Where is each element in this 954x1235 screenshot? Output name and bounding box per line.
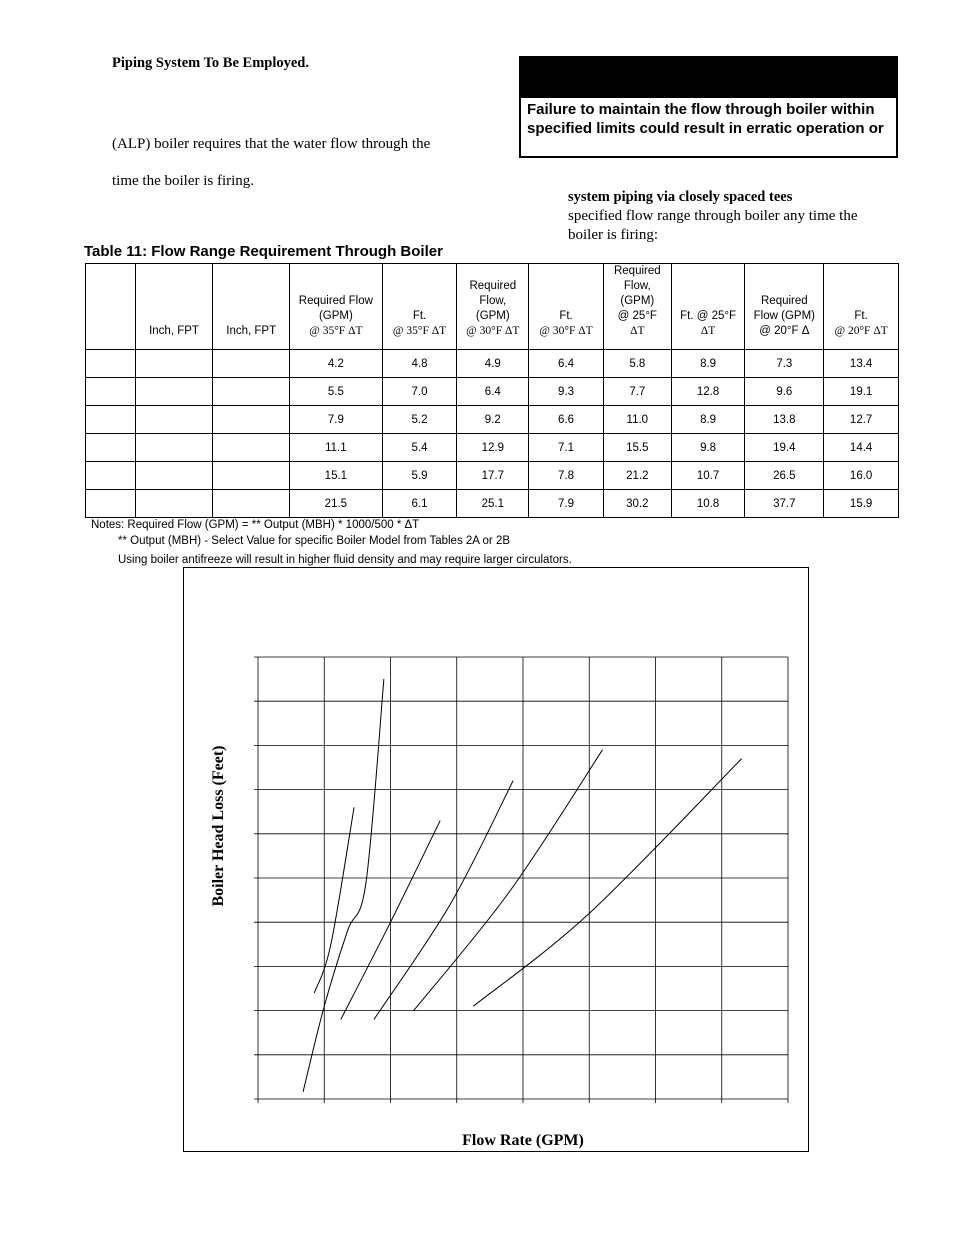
- table-cell: 5.8: [603, 350, 671, 378]
- table-header-row: [86, 264, 899, 350]
- table-cell: 15.1: [290, 462, 383, 490]
- body-text-line: (ALP) boiler requires that the water flow through the: [112, 136, 431, 152]
- table-cell: 6.6: [529, 406, 604, 434]
- table-row: [86, 406, 899, 434]
- table-row: [86, 350, 899, 378]
- table-cell: 6.1: [382, 490, 457, 518]
- table-cell: [86, 462, 136, 490]
- table-cell: 25.1: [457, 490, 529, 518]
- table-cell: 7.0: [382, 378, 457, 406]
- table-cell: 13.8: [745, 406, 824, 434]
- table-cell: [213, 490, 290, 518]
- table-note: Notes: Required Flow (GPM) = ** Output (MBH) * 1000/500 * ΔT: [91, 519, 420, 531]
- table-cell: 8.9: [671, 406, 745, 434]
- table-cell: 8.9: [671, 350, 745, 378]
- table-cell: 7.3: [745, 350, 824, 378]
- table-cell: 11.0: [603, 406, 671, 434]
- table-cell: 10.8: [671, 490, 745, 518]
- header-cell: Required Flow, (GPM) @ 25°F ΔT: [603, 264, 671, 350]
- table-cell: 26.5: [745, 462, 824, 490]
- header-cell: [86, 264, 136, 350]
- header-cell: Ft. @ 35°F ΔT: [382, 264, 457, 350]
- table-cell: [135, 378, 213, 406]
- table-row: [86, 490, 899, 518]
- table-cell: 9.6: [745, 378, 824, 406]
- table-cell: 7.9: [290, 406, 383, 434]
- header-cell: Ft. @ 20°F ΔT: [824, 264, 899, 350]
- header-cell: Required Flow (GPM) @ 35°F ΔT: [290, 264, 383, 350]
- table-body: [86, 350, 899, 518]
- warning-text: [527, 100, 892, 138]
- header-cell: Inch, FPT: [135, 264, 213, 350]
- table-cell: [86, 434, 136, 462]
- table-cell: 12.7: [824, 406, 899, 434]
- table-cell: 14.4: [824, 434, 899, 462]
- warning-box: [519, 56, 898, 158]
- table-cell: 5.4: [382, 434, 457, 462]
- body-text-line: time the boiler is firing.: [112, 173, 255, 189]
- table-cell: 7.9: [529, 490, 604, 518]
- table-cell: 12.8: [671, 378, 745, 406]
- body-text-bold: system piping via closely spaced tees: [568, 189, 793, 205]
- table-cell: 15.9: [824, 490, 899, 518]
- head-loss-curve: [374, 781, 513, 1020]
- table-cell: [213, 406, 290, 434]
- table-cell: [213, 378, 290, 406]
- table-cell: [86, 406, 136, 434]
- warning-header-bar: [521, 58, 896, 98]
- head-loss-curve: [473, 759, 741, 1007]
- header-cell: Ft. @ 25°F ΔT: [671, 264, 745, 350]
- body-text-line: specified flow range through boiler any time the: [568, 208, 858, 224]
- table-note: ** Output (MBH) - Select Value for specific Boiler Model from Tables 2A or 2B: [118, 535, 511, 547]
- table-cell: 9.8: [671, 434, 745, 462]
- table-cell: 21.2: [603, 462, 671, 490]
- header-cell: Required Flow, (GPM) @ 30°F ΔT: [457, 264, 529, 350]
- head-loss-curve: [314, 807, 354, 993]
- table-cell: [213, 350, 290, 378]
- table-cell: 6.4: [529, 350, 604, 378]
- header-cell: Ft. @ 30°F ΔT: [529, 264, 604, 350]
- header-cell: Inch, FPT: [213, 264, 290, 350]
- table-cell: 12.9: [457, 434, 529, 462]
- table-cell: [135, 350, 213, 378]
- table-cell: [86, 350, 136, 378]
- table-cell: [86, 490, 136, 518]
- head-loss-curve: [414, 750, 603, 1011]
- table-cell: 19.1: [824, 378, 899, 406]
- table-cell: 4.2: [290, 350, 383, 378]
- table-cell: [135, 406, 213, 434]
- y-axis-label: Boiler Head Loss (Feet): [210, 745, 227, 907]
- table-cell: 21.5: [290, 490, 383, 518]
- table-cell: 5.9: [382, 462, 457, 490]
- chart-svg: [184, 568, 810, 1153]
- table-cell: 15.5: [603, 434, 671, 462]
- table-cell: 4.9: [457, 350, 529, 378]
- flow-range-table: [85, 263, 899, 518]
- table-cell: [135, 490, 213, 518]
- warning-line: specified limits could result in erratic operation or: [527, 120, 884, 137]
- table-cell: 9.3: [529, 378, 604, 406]
- table-cell: 9.2: [457, 406, 529, 434]
- table-cell: 19.4: [745, 434, 824, 462]
- table-cell: 5.5: [290, 378, 383, 406]
- table-cell: 7.1: [529, 434, 604, 462]
- table-cell: 4.8: [382, 350, 457, 378]
- header-cell: Required Flow (GPM) @ 20°F Δ: [745, 264, 824, 350]
- table-cell: [213, 434, 290, 462]
- table-row: [86, 434, 899, 462]
- table-cell: [86, 378, 136, 406]
- head-loss-curve: [303, 679, 384, 1092]
- table-title: Table 11: Flow Range Requirement Through Boiler: [84, 243, 443, 260]
- table-cell: 37.7: [745, 490, 824, 518]
- table-note: Using boiler antifreeze will result in higher fluid density and may require larger circulators.: [118, 554, 572, 566]
- table-cell: 11.1: [290, 434, 383, 462]
- table-cell: 7.7: [603, 378, 671, 406]
- table-cell: 7.8: [529, 462, 604, 490]
- table-cell: 6.4: [457, 378, 529, 406]
- head-loss-chart: [183, 567, 809, 1152]
- table-cell: 10.7: [671, 462, 745, 490]
- body-text-line: boiler is firing:: [568, 227, 658, 243]
- table-row: [86, 462, 899, 490]
- warning-line: Failure to maintain the flow through boiler within: [527, 101, 875, 118]
- x-axis-label: Flow Rate (GPM): [462, 1132, 584, 1149]
- table-cell: [135, 434, 213, 462]
- table-cell: 13.4: [824, 350, 899, 378]
- table-cell: 16.0: [824, 462, 899, 490]
- table-row: [86, 378, 899, 406]
- section-heading: Piping System To Be Employed.: [112, 55, 309, 71]
- table-cell: 30.2: [603, 490, 671, 518]
- table-cell: [213, 462, 290, 490]
- table-cell: 5.2: [382, 406, 457, 434]
- table-cell: [135, 462, 213, 490]
- table-cell: 17.7: [457, 462, 529, 490]
